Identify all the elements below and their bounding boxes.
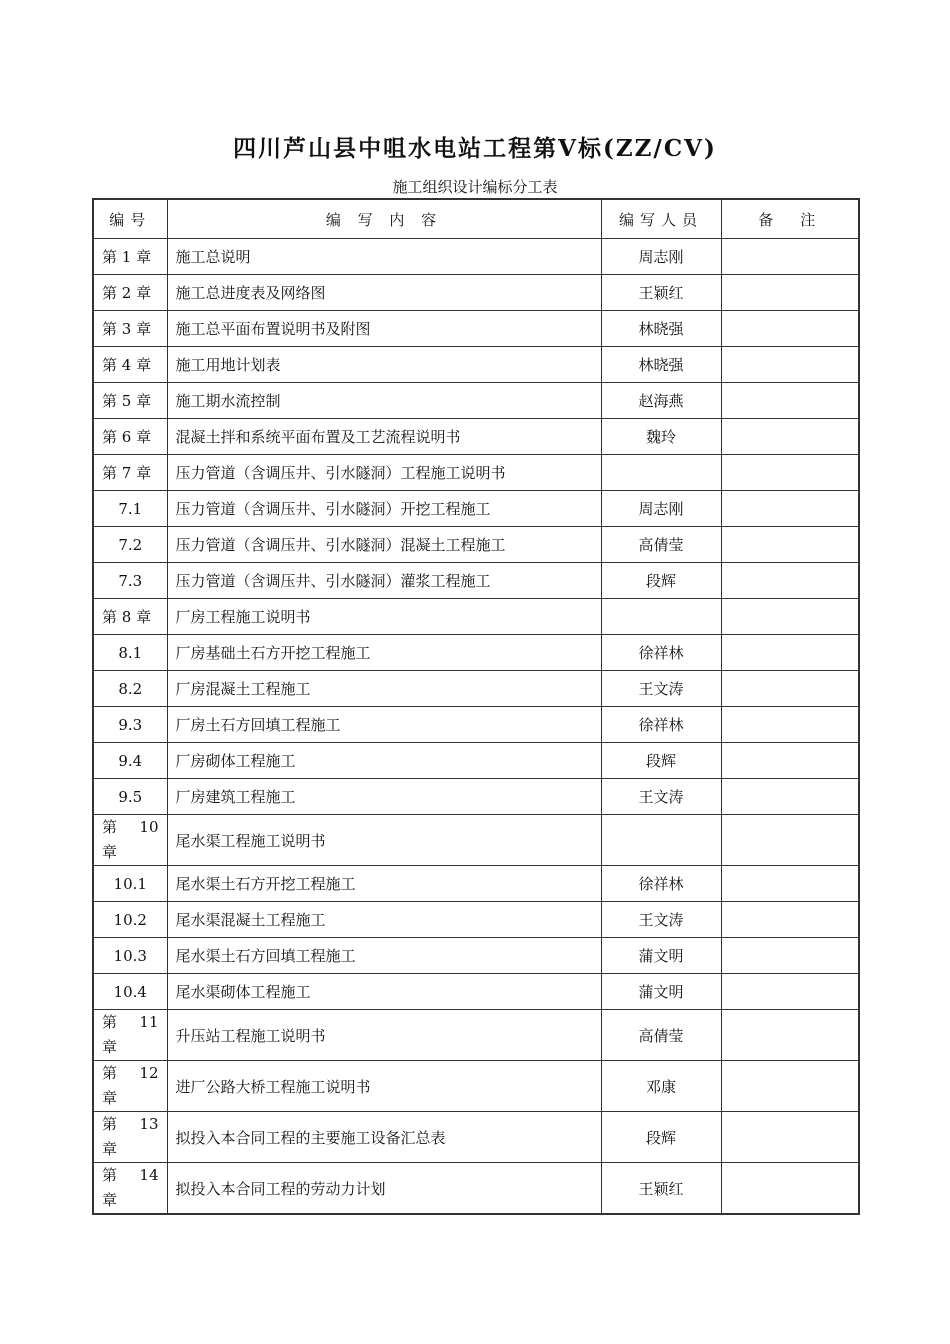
- row-content: 厂房土石方回填工程施工: [167, 707, 601, 743]
- row-note: [721, 599, 859, 635]
- row-number: 8.2: [93, 671, 167, 707]
- row-content: 压力管道（含调压井、引水隧洞）灌浆工程施工: [167, 563, 601, 599]
- row-person: 段辉: [601, 743, 721, 779]
- row-note: [721, 419, 859, 455]
- row-content: 厂房砌体工程施工: [167, 743, 601, 779]
- table-row: [93, 1112, 859, 1163]
- table-row: [93, 563, 859, 599]
- row-person: 高倩莹: [601, 1010, 721, 1061]
- row-person: 段辉: [601, 1112, 721, 1163]
- row-note: [721, 1112, 859, 1163]
- row-note: [721, 491, 859, 527]
- row-content: 拟投入本合同工程的主要施工设备汇总表: [167, 1112, 601, 1163]
- row-note: [721, 635, 859, 671]
- row-content: 压力管道（含调压井、引水隧洞）工程施工说明书: [167, 455, 601, 491]
- row-content: 施工期水流控制: [167, 383, 601, 419]
- row-person: 徐祥林: [601, 635, 721, 671]
- row-content: 压力管道（含调压井、引水隧洞）开挖工程施工: [167, 491, 601, 527]
- row-person: 周志刚: [601, 491, 721, 527]
- table-row: [93, 239, 859, 275]
- row-number: 第 10 章: [93, 815, 167, 866]
- table-header-row: [93, 199, 859, 239]
- row-number: 第 12 章: [93, 1061, 167, 1112]
- row-person: 王颖红: [601, 1163, 721, 1215]
- table-row: [93, 455, 859, 491]
- row-note: [721, 1061, 859, 1112]
- row-number: 第 4 章: [93, 347, 167, 383]
- table-row: [93, 1061, 859, 1112]
- table-row: [93, 815, 859, 866]
- row-content: 施工总说明: [167, 239, 601, 275]
- row-content: 施工用地计划表: [167, 347, 601, 383]
- row-number: 7.2: [93, 527, 167, 563]
- row-content: 尾水渠土石方开挖工程施工: [167, 866, 601, 902]
- row-number: 9.5: [93, 779, 167, 815]
- row-note: [721, 938, 859, 974]
- row-content: 尾水渠混凝土工程施工: [167, 902, 601, 938]
- row-person: 林晓强: [601, 311, 721, 347]
- row-number: 9.4: [93, 743, 167, 779]
- table-row: [93, 707, 859, 743]
- table-row: [93, 311, 859, 347]
- row-content: 厂房建筑工程施工: [167, 779, 601, 815]
- table-row: [93, 527, 859, 563]
- header-content: 编 写 内 容: [167, 199, 601, 239]
- row-person: [601, 815, 721, 866]
- row-number: 第 6 章: [93, 419, 167, 455]
- row-number: 10.4: [93, 974, 167, 1010]
- row-content: 施工总进度表及网络图: [167, 275, 601, 311]
- table-row: [93, 866, 859, 902]
- row-content: 厂房混凝土工程施工: [167, 671, 601, 707]
- row-number: 9.3: [93, 707, 167, 743]
- row-content: 尾水渠工程施工说明书: [167, 815, 601, 866]
- row-number: 第 11 章: [93, 1010, 167, 1061]
- row-number: 10.1: [93, 866, 167, 902]
- row-number: 8.1: [93, 635, 167, 671]
- row-note: [721, 974, 859, 1010]
- table-row: [93, 1163, 859, 1215]
- row-number: 第 1 章: [93, 239, 167, 275]
- row-note: [721, 779, 859, 815]
- row-note: [721, 1010, 859, 1061]
- row-number: 7.1: [93, 491, 167, 527]
- row-note: [721, 527, 859, 563]
- row-note: [721, 383, 859, 419]
- table-row: [93, 743, 859, 779]
- row-person: 徐祥林: [601, 707, 721, 743]
- row-note: [721, 743, 859, 779]
- row-person: [601, 599, 721, 635]
- row-person: 周志刚: [601, 239, 721, 275]
- table-row: [93, 902, 859, 938]
- row-person: [601, 455, 721, 491]
- row-person: 魏玲: [601, 419, 721, 455]
- row-content: 尾水渠砌体工程施工: [167, 974, 601, 1010]
- header-person: 编写人员: [601, 199, 721, 239]
- row-person: 蒲文明: [601, 938, 721, 974]
- row-person: 林晓强: [601, 347, 721, 383]
- row-person: 邓康: [601, 1061, 721, 1112]
- row-person: 王颖红: [601, 275, 721, 311]
- table-row: [93, 1010, 859, 1061]
- table-row: [93, 974, 859, 1010]
- row-content: 尾水渠土石方回填工程施工: [167, 938, 601, 974]
- row-number: 第 7 章: [93, 455, 167, 491]
- row-person: 王文涛: [601, 902, 721, 938]
- row-number: 7.3: [93, 563, 167, 599]
- row-content: 升压站工程施工说明书: [167, 1010, 601, 1061]
- row-number: 第 5 章: [93, 383, 167, 419]
- row-content: 混凝土拌和系统平面布置及工艺流程说明书: [167, 419, 601, 455]
- table-row: [93, 635, 859, 671]
- row-note: [721, 239, 859, 275]
- table-row: [93, 599, 859, 635]
- row-note: [721, 671, 859, 707]
- row-number: 第 2 章: [93, 275, 167, 311]
- row-note: [721, 455, 859, 491]
- row-note: [721, 707, 859, 743]
- row-note: [721, 902, 859, 938]
- row-person: 王文涛: [601, 671, 721, 707]
- row-content: 压力管道（含调压井、引水隧洞）混凝土工程施工: [167, 527, 601, 563]
- table-row: [93, 491, 859, 527]
- row-number: 10.3: [93, 938, 167, 974]
- row-note: [721, 563, 859, 599]
- table-row: [93, 419, 859, 455]
- table-row: [93, 275, 859, 311]
- row-content: 施工总平面布置说明书及附图: [167, 311, 601, 347]
- row-note: [721, 1163, 859, 1215]
- row-number: 第 8 章: [93, 599, 167, 635]
- header-note: 备 注: [721, 199, 859, 239]
- row-person: 段辉: [601, 563, 721, 599]
- row-number: 第 14 章: [93, 1163, 167, 1215]
- row-note: [721, 866, 859, 902]
- table-row: [93, 671, 859, 707]
- row-content: 厂房工程施工说明书: [167, 599, 601, 635]
- header-number: 编号: [93, 199, 167, 239]
- row-note: [721, 275, 859, 311]
- row-note: [721, 311, 859, 347]
- row-number: 10.2: [93, 902, 167, 938]
- table-row: [93, 938, 859, 974]
- row-person: 徐祥林: [601, 866, 721, 902]
- row-content: 厂房基础土石方开挖工程施工: [167, 635, 601, 671]
- document-title: 四川芦山县中咀水电站工程第Ⅴ标(ZZ/CⅤ): [233, 135, 717, 162]
- table-row: [93, 347, 859, 383]
- row-content: 拟投入本合同工程的劳动力计划: [167, 1163, 601, 1215]
- row-person: 赵海燕: [601, 383, 721, 419]
- row-content: 进厂公路大桥工程施工说明书: [167, 1061, 601, 1112]
- row-person: 王文涛: [601, 779, 721, 815]
- row-note: [721, 815, 859, 866]
- row-person: 蒲文明: [601, 974, 721, 1010]
- row-person: 高倩莹: [601, 527, 721, 563]
- row-number: 第 3 章: [93, 311, 167, 347]
- assignment-table: [92, 198, 860, 1215]
- document-subtitle: 施工组织设计编标分工表: [392, 178, 558, 196]
- table-row: [93, 779, 859, 815]
- row-note: [721, 347, 859, 383]
- row-number: 第 13 章: [93, 1112, 167, 1163]
- table-row: [93, 383, 859, 419]
